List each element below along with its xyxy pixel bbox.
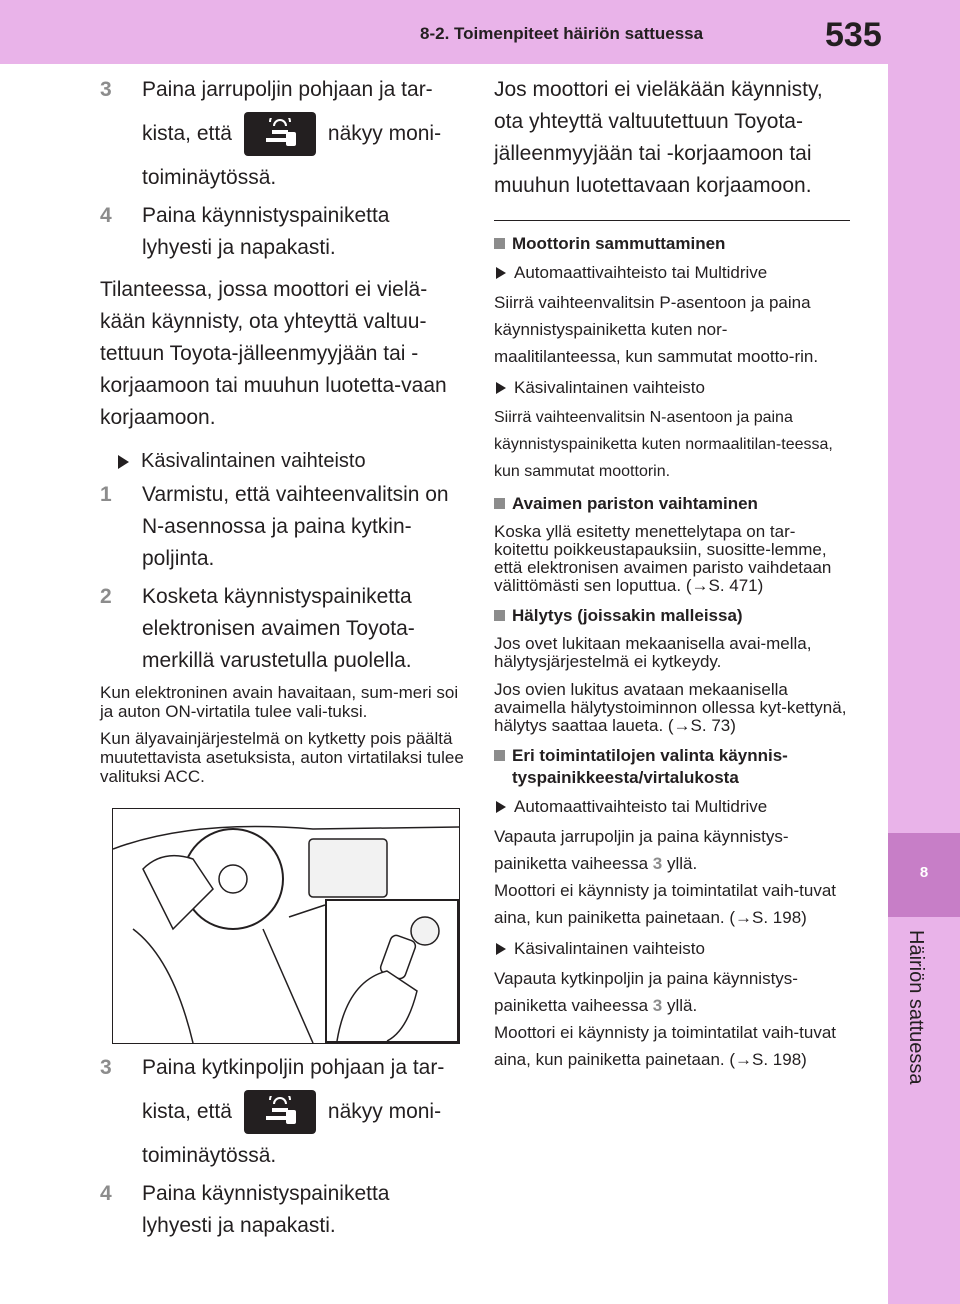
chapter-number: 8: [919, 864, 929, 881]
triangle-bullet-icon: [496, 943, 506, 955]
side-tab: [888, 0, 960, 1304]
triangle-bullet-icon: [496, 801, 506, 813]
subheading: Käsivalintainen vaihteisto: [494, 939, 850, 959]
start-button-inset: [325, 899, 459, 1043]
step-line: Paina kytkinpoljin pohjaan ja tar-: [142, 1056, 445, 1079]
step-2-touch: [100, 581, 465, 677]
step-number: 3: [100, 1056, 112, 1079]
section-heading: Hälytys (joissakin malleissa): [494, 605, 850, 627]
triangle-bullet-icon: [496, 382, 506, 394]
left-column: [100, 74, 465, 794]
step-1-clutch: [100, 479, 465, 575]
square-bullet-icon: [494, 498, 505, 509]
section-heading: Moottorin sammuttaminen: [494, 233, 850, 255]
note-acc: Kun älyavainjärjestelmä on kytketty pois päältä muutettavista asetuksista, auton virtatilaksi tulee valituksi ACC.: [100, 729, 464, 786]
intro-paragraph: Jos moottori ei vieläkään käynnisty, ota yhteyttä valtuutettuun Toyota-jälleenmyyjään tai -korjaamoon tai muuhun luotettavaan korjaamoon.: [494, 78, 823, 197]
step-number: 1: [100, 483, 112, 506]
step-3-brake: [100, 74, 465, 194]
square-bullet-icon: [494, 610, 505, 621]
body-text: Moottori ei käynnisty ja toimintatilat vaih-tuvat aina, kun painiketta painetaan. (→S. 198): [494, 1023, 837, 1069]
step-text: Varmistu, että vaihteenvalitsin on N-asennossa ja paina kytkin-poljinta.: [142, 483, 449, 570]
step-text: Paina käynnistyspainiketta lyhyesti ja napakasti.: [142, 1182, 390, 1237]
step-3-clutch-check: [100, 1052, 465, 1172]
step-text: Kosketa käynnistyspainiketta elektronisen avaimen Toyota-merkillä varustetulla puolella.: [142, 585, 415, 672]
body-text: Vapauta kytkinpoljin ja paina käynnistys-painiketta vaiheessa 3 yllä.: [494, 969, 798, 1015]
step-line: kista, että: [142, 1100, 232, 1123]
note-buzzer: Kun elektroninen avain havaitaan, sum-meri soi ja auton ON-virtatila tulee vali-tuksi.: [100, 683, 459, 721]
step-number: 2: [100, 585, 112, 608]
square-bullet-icon: [494, 750, 505, 761]
dashboard-illustration: [112, 808, 460, 1044]
page-number: 535: [825, 16, 882, 54]
step-number: 3: [100, 78, 112, 101]
subheading: Käsivalintainen vaihteisto: [494, 378, 850, 398]
smart-key-indicator-icon: [244, 1090, 316, 1134]
subheading: Automaattivaihteisto tai Multidrive: [494, 263, 850, 283]
step-line: näkyy moni-: [327, 122, 442, 145]
chapter-label: Häiriön sattuessa: [905, 930, 927, 1085]
section-heading: Avaimen pariston vaihtaminen: [494, 493, 850, 515]
square-bullet-icon: [494, 238, 505, 249]
subheading: Automaattivaihteisto tai Multidrive: [494, 797, 850, 817]
step-4-press-again: [100, 1178, 465, 1242]
step-line: toiminäytössä.: [142, 1144, 277, 1167]
step-line: kista, että: [142, 122, 232, 145]
section-heading: Eri toimintatilojen valinta käynnis-tyspainikkeesta/virtalukosta: [494, 745, 850, 789]
step-reference: 3: [652, 996, 663, 1015]
body-text: Siirrä vaihteenvalitsin P-asentoon ja paina käynnistyspainiketta kuten nor-maalitilanteessa, kun sammutat mootto-rin.: [494, 293, 819, 366]
body-text: Koska yllä esitetty menettelytapa on tar-koitettu poikkeustapauksiin, suositte-lemme, että elektronisen avaimen paristo vaihdetaan välittömästi sen loputtua. (→S. 471): [494, 522, 832, 595]
body-text: Jos ovien lukitus avataan mekaanisella avaimella hälytystoiminnon ollessa kyt-kettynä, hälytys saattaa laueta. (→S. 73): [494, 680, 847, 735]
right-column: [494, 74, 850, 1081]
body-text: Moottori ei käynnisty ja toimintatilat vaih-tuvat aina, kun painiketta painetaan. (→S. 198): [494, 881, 837, 927]
step-number: 4: [100, 1182, 112, 1205]
body-text: Siirrä vaihteenvalitsin N-asentoon ja paina käynnistyspainiketta kuten normaalitilan-teessa, kun sammutat moottorin.: [494, 409, 833, 480]
smart-key-indicator-icon: [244, 112, 316, 156]
step-reference: 3: [652, 854, 663, 873]
triangle-bullet-icon: [118, 455, 129, 469]
step-4-press: [100, 200, 465, 264]
manual-transmission-heading: Käsivalintainen vaihteisto: [100, 450, 465, 473]
step-line: näkyy moni-: [327, 1100, 442, 1123]
contact-dealer-paragraph: Tilanteessa, jossa moottori ei vielä-kään käynnisty, ota yhteyttä valtuu-tettuun Toyota-jälleenmyyjään tai -korjaamoon tai muuhun luotetta-vaan korjaamoon.: [100, 278, 447, 429]
step-text: Paina käynnistyspainiketta lyhyesti ja napakasti.: [142, 204, 390, 259]
step-number: 4: [100, 204, 112, 227]
step-line: Paina jarrupoljin pohjaan ja tar-: [142, 78, 433, 101]
step-line: toiminäytössä.: [142, 166, 277, 189]
body-text: Vapauta jarrupoljin ja paina käynnistys-painiketta vaiheessa 3 yllä.: [494, 827, 789, 873]
section-title: 8-2. Toimenpiteet häiriön sattuessa: [420, 24, 704, 43]
triangle-bullet-icon: [496, 267, 506, 279]
left-column-bottom: [100, 1052, 465, 1248]
section-divider: [494, 220, 850, 221]
body-text: Jos ovet lukitaan mekaanisella avai-mella, hälytysjärjestelmä ei kytkeydy.: [494, 634, 812, 671]
